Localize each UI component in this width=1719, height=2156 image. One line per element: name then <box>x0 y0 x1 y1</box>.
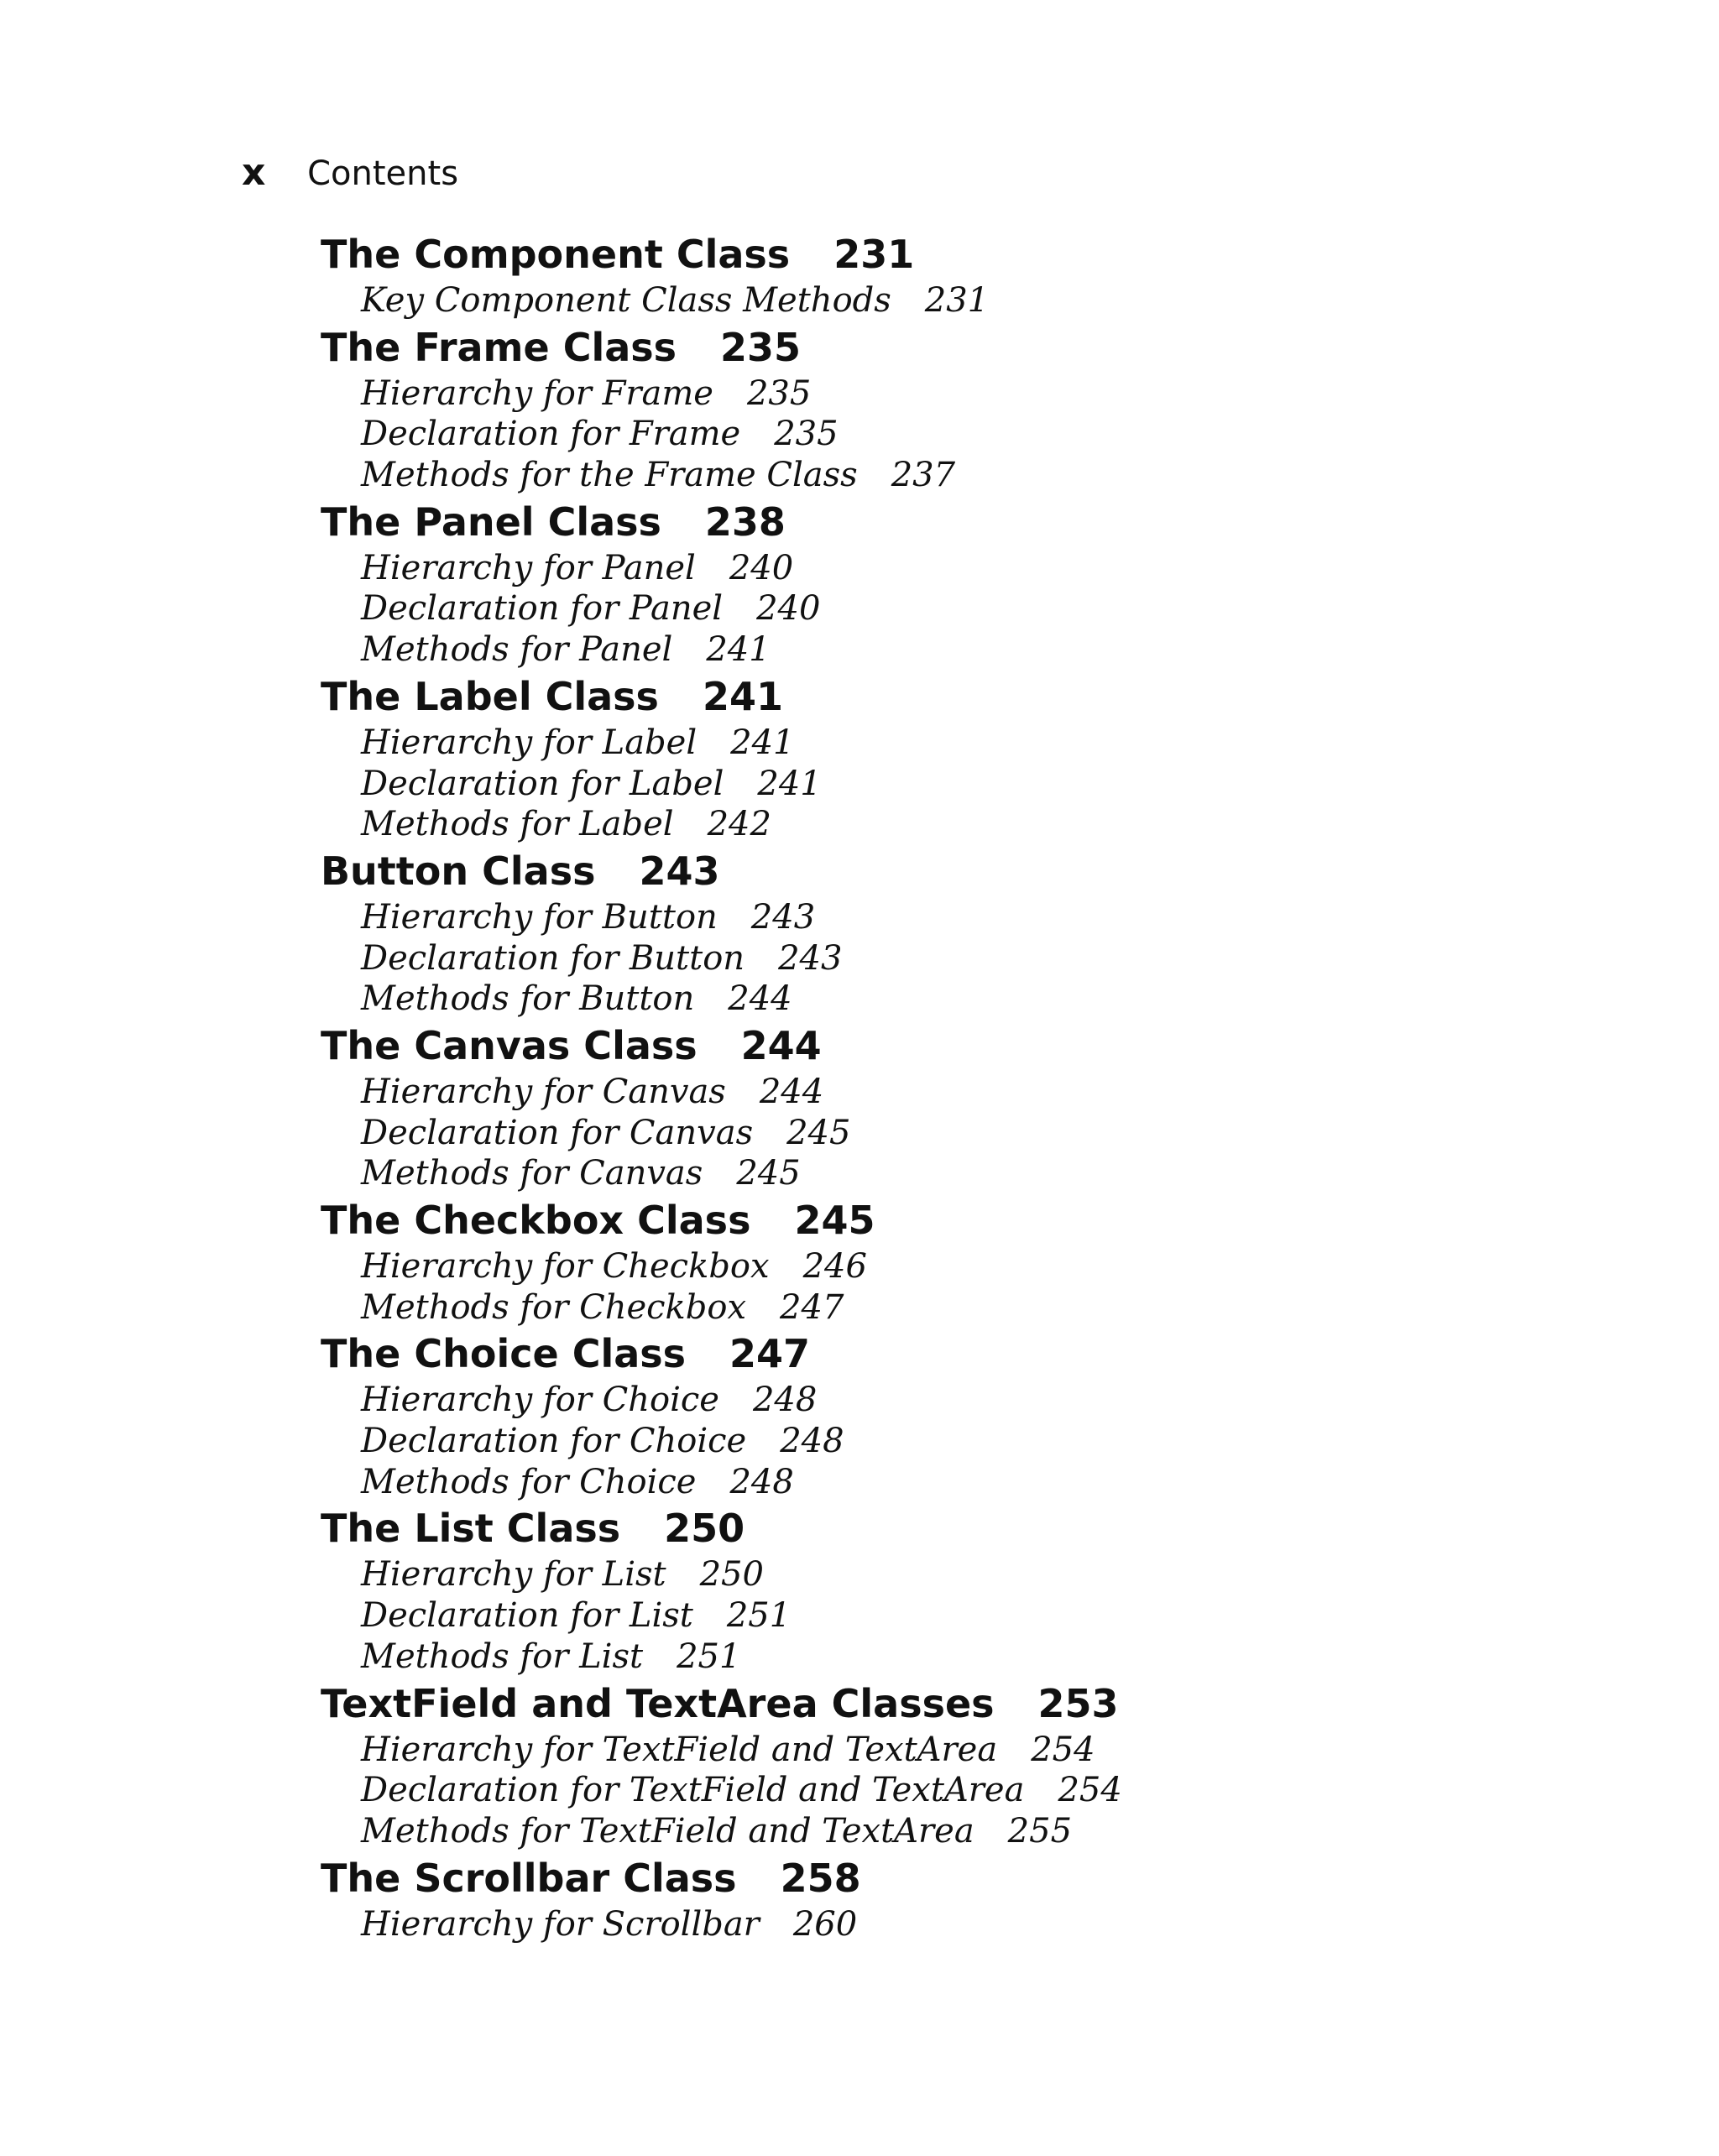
toc-section <box>321 1678 1580 1852</box>
toc-section <box>321 1020 1580 1194</box>
toc-subentry <box>321 588 1580 629</box>
toc-subentry-title: Key Component Class Methods <box>361 281 891 320</box>
toc-subentry-title: Methods for Canvas <box>361 1154 703 1193</box>
toc-subentry-title: Methods for the Frame Class <box>361 456 858 495</box>
toc-subentry <box>321 1770 1580 1811</box>
toc-subentry <box>321 1462 1580 1503</box>
toc-subentry-page-number: 251 <box>726 1596 792 1636</box>
toc-subentry-page-number: 245 <box>736 1154 801 1193</box>
table-of-contents <box>321 228 1580 1945</box>
toc-subentry-title: Methods for TextField and TextArea <box>361 1811 974 1851</box>
toc-subentry-title: Hierarchy for Button <box>361 897 718 937</box>
toc-subentry-title: Declaration for Choice <box>361 1422 747 1461</box>
toc-heading <box>321 1020 1580 1072</box>
toc-subentry-page-number: 235 <box>746 373 812 413</box>
toc-section <box>321 1852 1580 1945</box>
toc-subentry-title: Methods for Panel <box>361 630 673 670</box>
toc-subentry-title: Hierarchy for List <box>361 1555 666 1595</box>
toc-subentry-title: Methods for Button <box>361 979 695 1019</box>
toc-subentry-title: Declaration for List <box>361 1596 693 1636</box>
toc-heading-page-number: 235 <box>720 324 802 370</box>
toc-subentry-page-number: 248 <box>752 1381 818 1420</box>
toc-subentry-page-number: 247 <box>780 1287 844 1327</box>
toc-subentry <box>321 1246 1580 1287</box>
toc-heading-page-number: 250 <box>664 1506 745 1552</box>
toc-subentry <box>321 1072 1580 1113</box>
toc-subentry-page-number: 243 <box>778 938 843 978</box>
toc-subentry <box>321 764 1580 805</box>
toc-section <box>321 1194 1580 1328</box>
toc-subentry-title: Methods for List <box>361 1637 644 1676</box>
toc-heading-title: The Component Class <box>321 232 791 277</box>
toc-subentry <box>321 1554 1580 1595</box>
toc-heading <box>321 496 1580 548</box>
toc-heading <box>321 1194 1580 1246</box>
toc-subentry <box>321 1637 1580 1678</box>
toc-subentry-title: Hierarchy for Scrollbar <box>361 1904 760 1944</box>
toc-subentry-title: Declaration for TextField and TextArea <box>361 1771 1025 1810</box>
toc-section <box>321 845 1580 1020</box>
toc-heading <box>321 228 1580 280</box>
toc-subentry <box>321 1287 1580 1329</box>
toc-subentry-page-number: 241 <box>706 630 771 670</box>
toc-subentry-title: Declaration for Panel <box>361 589 724 629</box>
toc-heading-page-number: 258 <box>780 1855 861 1901</box>
toc-subentry <box>321 1113 1580 1154</box>
toc-subentry-title: Declaration for Label <box>361 764 724 803</box>
toc-subentry-title: Hierarchy for Checkbox <box>361 1247 770 1286</box>
toc-heading-title: The Checkbox Class <box>321 1198 751 1243</box>
toc-heading <box>321 321 1580 373</box>
toc-subentry-page-number: 240 <box>756 589 821 629</box>
toc-heading-page-number: 244 <box>740 1022 822 1068</box>
toc-section <box>321 671 1580 845</box>
toc-heading-title: The Label Class <box>321 673 659 719</box>
toc-subentry <box>321 629 1580 671</box>
toc-subentry-page-number: 241 <box>757 764 822 803</box>
toc-subentry-page-number: 246 <box>802 1247 867 1286</box>
toc-subentry-title: Hierarchy for TextField and TextArea <box>361 1730 998 1769</box>
toc-subentry-title: Hierarchy for Choice <box>361 1381 719 1420</box>
toc-subentry <box>321 280 1580 321</box>
toc-subentry <box>321 373 1580 415</box>
toc-subentry-page-number: 248 <box>780 1422 844 1461</box>
toc-subentry-title: Declaration for Canvas <box>361 1113 754 1152</box>
toc-heading-title: The Scrollbar Class <box>321 1855 737 1901</box>
toc-heading-page-number: 238 <box>704 499 786 545</box>
toc-heading-page-number: 241 <box>702 673 783 719</box>
toc-heading-title: Button Class <box>321 848 596 894</box>
toc-subentry-page-number: 248 <box>729 1462 794 1501</box>
toc-heading <box>321 671 1580 723</box>
toc-subentry-page-number: 260 <box>792 1904 858 1944</box>
toc-subentry-title: Hierarchy for Frame <box>361 373 713 413</box>
toc-subentry <box>321 804 1580 845</box>
toc-subentry-page-number: 240 <box>729 548 794 587</box>
toc-subentry <box>321 938 1580 979</box>
toc-subentry <box>321 723 1580 764</box>
toc-heading <box>321 1852 1580 1904</box>
toc-subentry-page-number: 242 <box>707 805 771 844</box>
toc-subentry-page-number: 244 <box>759 1072 824 1111</box>
toc-subentry <box>321 979 1580 1020</box>
toc-heading-title: The Canvas Class <box>321 1022 698 1068</box>
toc-subentry <box>321 1153 1580 1194</box>
toc-subentry <box>321 1421 1580 1462</box>
toc-subentry-page-number: 243 <box>750 897 816 937</box>
toc-section <box>321 321 1580 496</box>
toc-subentry <box>321 1595 1580 1637</box>
toc-subentry-page-number: 250 <box>699 1555 764 1595</box>
toc-subentry-page-number: 254 <box>1058 1771 1122 1810</box>
toc-subentry-page-number: 255 <box>1007 1811 1073 1851</box>
toc-heading <box>321 1328 1580 1380</box>
toc-subentry-page-number: 235 <box>774 415 839 454</box>
toc-subentry-title: Hierarchy for Label <box>361 723 698 762</box>
toc-subentry <box>321 548 1580 589</box>
toc-section <box>321 228 1580 321</box>
toc-subentry-page-number: 237 <box>891 456 956 495</box>
toc-subentry-title: Methods for Label <box>361 805 674 844</box>
toc-section <box>321 1328 1580 1502</box>
toc-heading-page-number: 253 <box>1037 1680 1119 1726</box>
toc-subentry-title: Declaration for Button <box>361 938 745 978</box>
toc-heading <box>321 1502 1580 1554</box>
toc-subentry-title: Declaration for Frame <box>361 415 741 454</box>
toc-subentry <box>321 1811 1580 1852</box>
toc-subentry-title: Hierarchy for Panel <box>361 548 696 587</box>
toc-heading-title: The List Class <box>321 1506 621 1552</box>
toc-subentry <box>321 897 1580 938</box>
toc-subentry-title: Hierarchy for Canvas <box>361 1072 726 1111</box>
running-head <box>242 149 458 197</box>
toc-subentry <box>321 1730 1580 1771</box>
toc-section <box>321 1502 1580 1677</box>
toc-subentry-page-number: 231 <box>924 281 990 320</box>
toc-heading-title: The Choice Class <box>321 1331 687 1377</box>
toc-section <box>321 496 1580 671</box>
toc-heading-title: The Panel Class <box>321 499 661 545</box>
running-head-title: Contents <box>307 154 459 193</box>
toc-heading <box>321 1678 1580 1730</box>
toc-subentry-page-number: 245 <box>786 1113 851 1152</box>
toc-heading-page-number: 231 <box>833 232 915 277</box>
toc-heading-page-number: 243 <box>639 848 720 894</box>
toc-heading-title: TextField and TextArea Classes <box>321 1680 995 1726</box>
toc-subentry <box>321 455 1580 496</box>
toc-subentry-page-number: 241 <box>730 723 795 762</box>
toc-heading-page-number: 245 <box>794 1198 875 1243</box>
page-folio: x <box>242 151 267 194</box>
toc-subentry-title: Methods for Choice <box>361 1462 697 1501</box>
toc-subentry-title: Methods for Checkbox <box>361 1287 747 1327</box>
toc-heading <box>321 845 1580 897</box>
toc-subentry <box>321 414 1580 455</box>
toc-subentry <box>321 1380 1580 1421</box>
toc-subentry-page-number: 244 <box>728 979 792 1019</box>
toc-heading-page-number: 247 <box>729 1331 811 1377</box>
toc-subentry-page-number: 254 <box>1031 1730 1095 1769</box>
toc-subentry <box>321 1904 1580 1945</box>
toc-heading-title: The Frame Class <box>321 324 677 370</box>
toc-subentry-page-number: 251 <box>677 1637 741 1676</box>
